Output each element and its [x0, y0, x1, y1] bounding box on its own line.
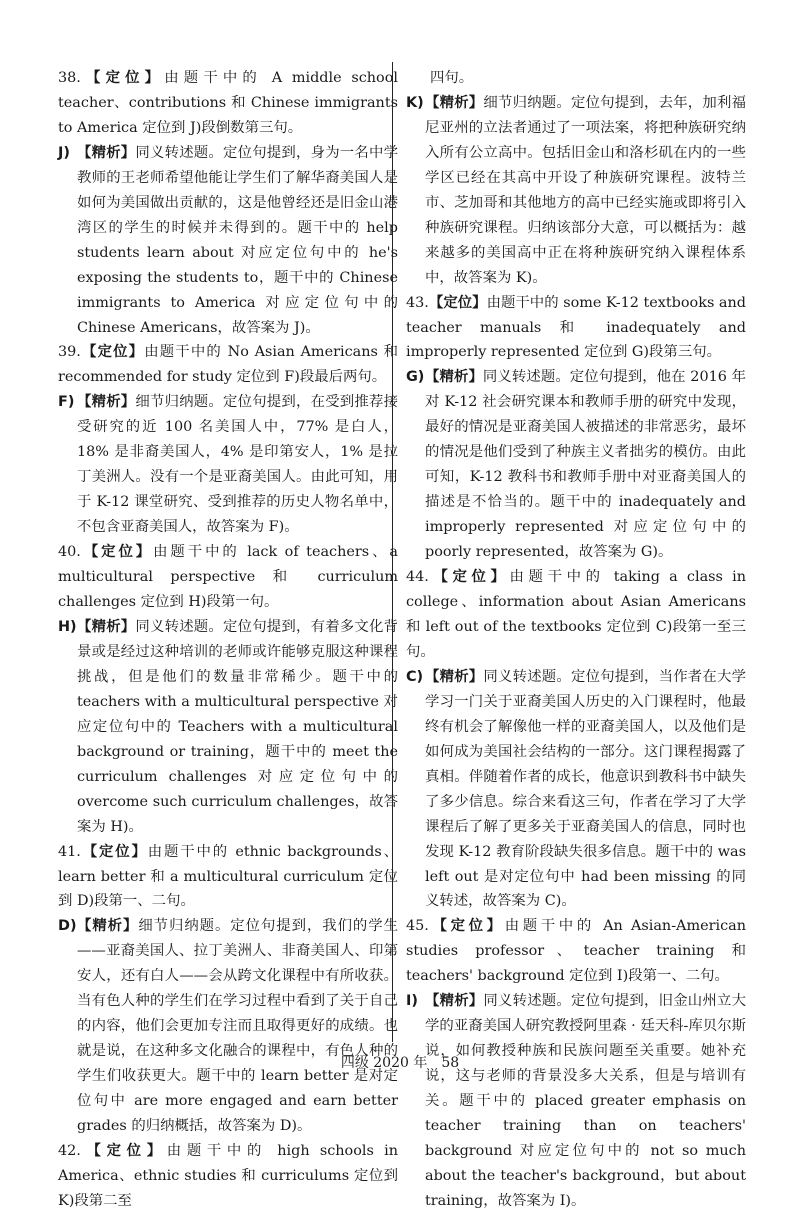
locate-item-42-continued — [406, 66, 746, 91]
analysis-text: 同义转述题。定位句提到，当作者在大学学习一门关于亚裔美国人历史的入门课程时，他最终有机会了解像他一样的亚裔美国人，以及他们是如何成为美国社会结构的一部分。这门课程揭露了真相。伴随着作者的成长，他意识到教科书中缺失了多少信息。综合来看这三句，作者在学习了大学课程后了解了更多关于亚裔美国人的信息，同时也发现 K-12 教育阶段缺失很多信息。题干中的 was left out 是对定位句中 had been missing 的同义转述，故答案为 C)。 — [425, 668, 746, 910]
locate-text: 由题干中的 some K-12 textbooks and teacher manuals 和 inadequately and improperly represented 定位到 G)段第三句。 — [406, 294, 746, 361]
analysis-item-38 — [58, 141, 398, 341]
answer-label: G) — [406, 369, 425, 386]
analysis-text: 同义转述题。定位句提到，身为一名中学教师的王老师希望他能让学生们了解华裔美国人是如何为美国做出贡献的，这是他曾经还是旧金山港湾区的学生的时候并未得到的。题干中的 help students learn about 对应定位句中的 he's exposing the students to，题干中的 Chinese immigrants to America 对应定位句中的 Chinese Americans，故答案为 J)。 — [77, 144, 398, 336]
answer-label: F) — [58, 394, 75, 411]
locate-tag: 【定位】 — [428, 918, 505, 935]
locate-tag: 【定位】 — [80, 544, 154, 561]
locate-item-42 — [58, 1139, 398, 1214]
analysis-item-40 — [58, 615, 398, 840]
analysis-tag: 【精析】 — [425, 94, 484, 111]
locate-tag: 【定位】 — [428, 569, 510, 586]
answer-label: J) — [58, 144, 70, 161]
right-column — [406, 66, 746, 1214]
analysis-tag: 【精析】 — [425, 668, 484, 685]
analysis-item-41 — [58, 914, 398, 1139]
locate-text: 由题干中的 An Asian-American studies professor、teacher training 和 teachers' background 定位到 I)段第一、二句。 — [406, 918, 746, 985]
locate-tag: 【定位】 — [80, 70, 165, 86]
analysis-tag: 【精析】 — [77, 618, 136, 635]
item-number: 41. — [58, 843, 81, 860]
analysis-item-44 — [406, 665, 746, 915]
analysis-item-42 — [406, 91, 746, 291]
item-number: 43. — [406, 294, 429, 311]
analysis-tag: 【精析】 — [77, 918, 139, 935]
analysis-tag: 【精析】 — [425, 993, 484, 1010]
locate-tag: 【定位】 — [80, 344, 145, 361]
locate-text: 由题干中的 ethnic backgrounds、learn better 和 a multicultural curriculum 定位到 D)段第一、二句。 — [58, 843, 398, 910]
analysis-item-39 — [58, 390, 398, 540]
locate-text: 由题干中的 taking a class in college、information about Asian Americans 和 left out of the textbooks 定位到 C)段第一至三句。 — [406, 569, 746, 660]
analysis-tag: 【精析】 — [77, 394, 136, 411]
locate-tag: 【定位】 — [80, 1142, 167, 1159]
item-number: 45. — [406, 918, 429, 935]
item-number: 40. — [58, 544, 81, 561]
analysis-text: 同义转述题。定位句提到，旧金山州立大学的亚裔美国人研究教授阿里森 · 廷天科-库贝尔斯说，如何教授种族和民族问题至关重要。她补充说，这与老师的背景没多大关系，但是与培训有关。题干中的 placed greater emphasis on teacher training than on teachers' background 对应定位句中的 not so much about the teacher's background，but about training，故答案为 I)。 — [425, 993, 746, 1209]
page-footer: 四级 2020 年 58 — [340, 1055, 460, 1071]
item-number: 42. — [58, 1142, 81, 1159]
analysis-text: 细节归纳题。定位句提到，我们的学生——亚裔美国人、拉丁美洲人、非裔美国人、印第安人，还有白人——会从跨文化课程中有所收获。当有色人种的学生们在学习过程中看到了关于自己的内容，他们会更加专注而且取得更好的成绩。也就是说，在这种多文化融合的课程中，有色人种的学生们收获更大。题干中的 learn better 是对定位句中 are more engaged and earn better grades 的归纳概括，故答案为 D)。 — [77, 918, 398, 1135]
locate-text: 由题干中的 A middle school teacher、contributions 和 Chinese immigrants to America 定位到 J)段倒数第三句。 — [58, 70, 398, 136]
locate-item-41 — [58, 840, 398, 915]
analysis-text: 同义转述题。定位句提到，有着多文化背景或是经过这种培训的老师或许能够克服这种课程挑战，但是他们的数量非常稀少。题干中的 teachers with a multicultural perspective 对应定位句中的 Teachers with a multicultural background or training，题干中的 meet the curriculum challenges 对应定位句中的 overcome such curriculum challenges，故答案为 H)。 — [77, 618, 398, 835]
locate-text: 由题干中的 high schools in America、ethnic studies 和 curriculums 定位到 K)段第二至 — [58, 1142, 398, 1209]
answer-label: C) — [406, 668, 424, 685]
answer-label: H) — [58, 618, 77, 635]
locate-item-43 — [406, 291, 746, 366]
item-number: 44. — [406, 569, 429, 586]
analysis-text: 同义转述题。定位句提到，他在 2016 年对 K-12 社会研究课本和教师手册的研究中发现，最好的情况是亚裔美国人被描述的非常恶劣，最坏的情况是他们受到了种族主义者拙劣的模仿。由此可知，K-12 教科书和教师手册中对亚裔美国人的描述是不恰当的。题干中的 inadequately and improperly represented 对应定位句中的 poorly represented，故答案为 G)。 — [425, 369, 746, 561]
analysis-item-45 — [406, 989, 746, 1214]
locate-item-44 — [406, 565, 746, 665]
left-column — [58, 66, 398, 1214]
analysis-text: 细节归纳题。定位句提到，在受到推荐接受研究的近 100 名美国人中，77% 是白人，18% 是非裔美国人，4% 是印第安人，1% 是拉丁美洲人。没有一个是亚裔美国人。由此可知，用于 K-12 课堂研究、受到推荐的历史人物名单中，不包含亚裔美国人，故答案为 F)。 — [77, 394, 398, 536]
locate-item-39 — [58, 340, 398, 390]
locate-item-40 — [58, 540, 398, 615]
item-number: 38. — [58, 70, 81, 86]
analysis-tag: 【精析】 — [77, 144, 136, 161]
item-number: 39. — [58, 344, 81, 361]
analysis-tag: 【精析】 — [425, 369, 483, 386]
locate-text: 由题干中的 No Asian Americans 和 recommended for study 定位到 F)段最后两句。 — [58, 344, 398, 386]
locate-text: 四句。 — [430, 70, 474, 86]
analysis-item-43 — [406, 365, 746, 565]
locate-text: 由题干中的 lack of teachers、a multicultural perspective 和 curriculum challenges 定位到 H)段第一句。 — [58, 544, 398, 611]
locate-item-45 — [406, 914, 746, 989]
answer-label: I) — [406, 993, 418, 1010]
locate-tag: 【定位】 — [80, 843, 148, 860]
analysis-text: 细节归纳题。定位句提到，去年，加利福尼亚州的立法者通过了一项法案，将把种族研究纳入所有公立高中。包括旧金山和洛杉矶在内的一些学区已经在其高中开设了种族研究课程。波特兰市、芝加哥和其他地方的高中已经实施或即将引入种族研究课程。归纳该部分大意，可以概括为：越来越多的美国高中正在将种族研究纳入课程体系中，故答案为 K)。 — [425, 94, 746, 286]
locate-tag: 【定位】 — [428, 294, 487, 311]
locate-item-38 — [58, 66, 398, 141]
answer-label: K) — [406, 94, 424, 111]
answer-label: D) — [58, 918, 77, 935]
